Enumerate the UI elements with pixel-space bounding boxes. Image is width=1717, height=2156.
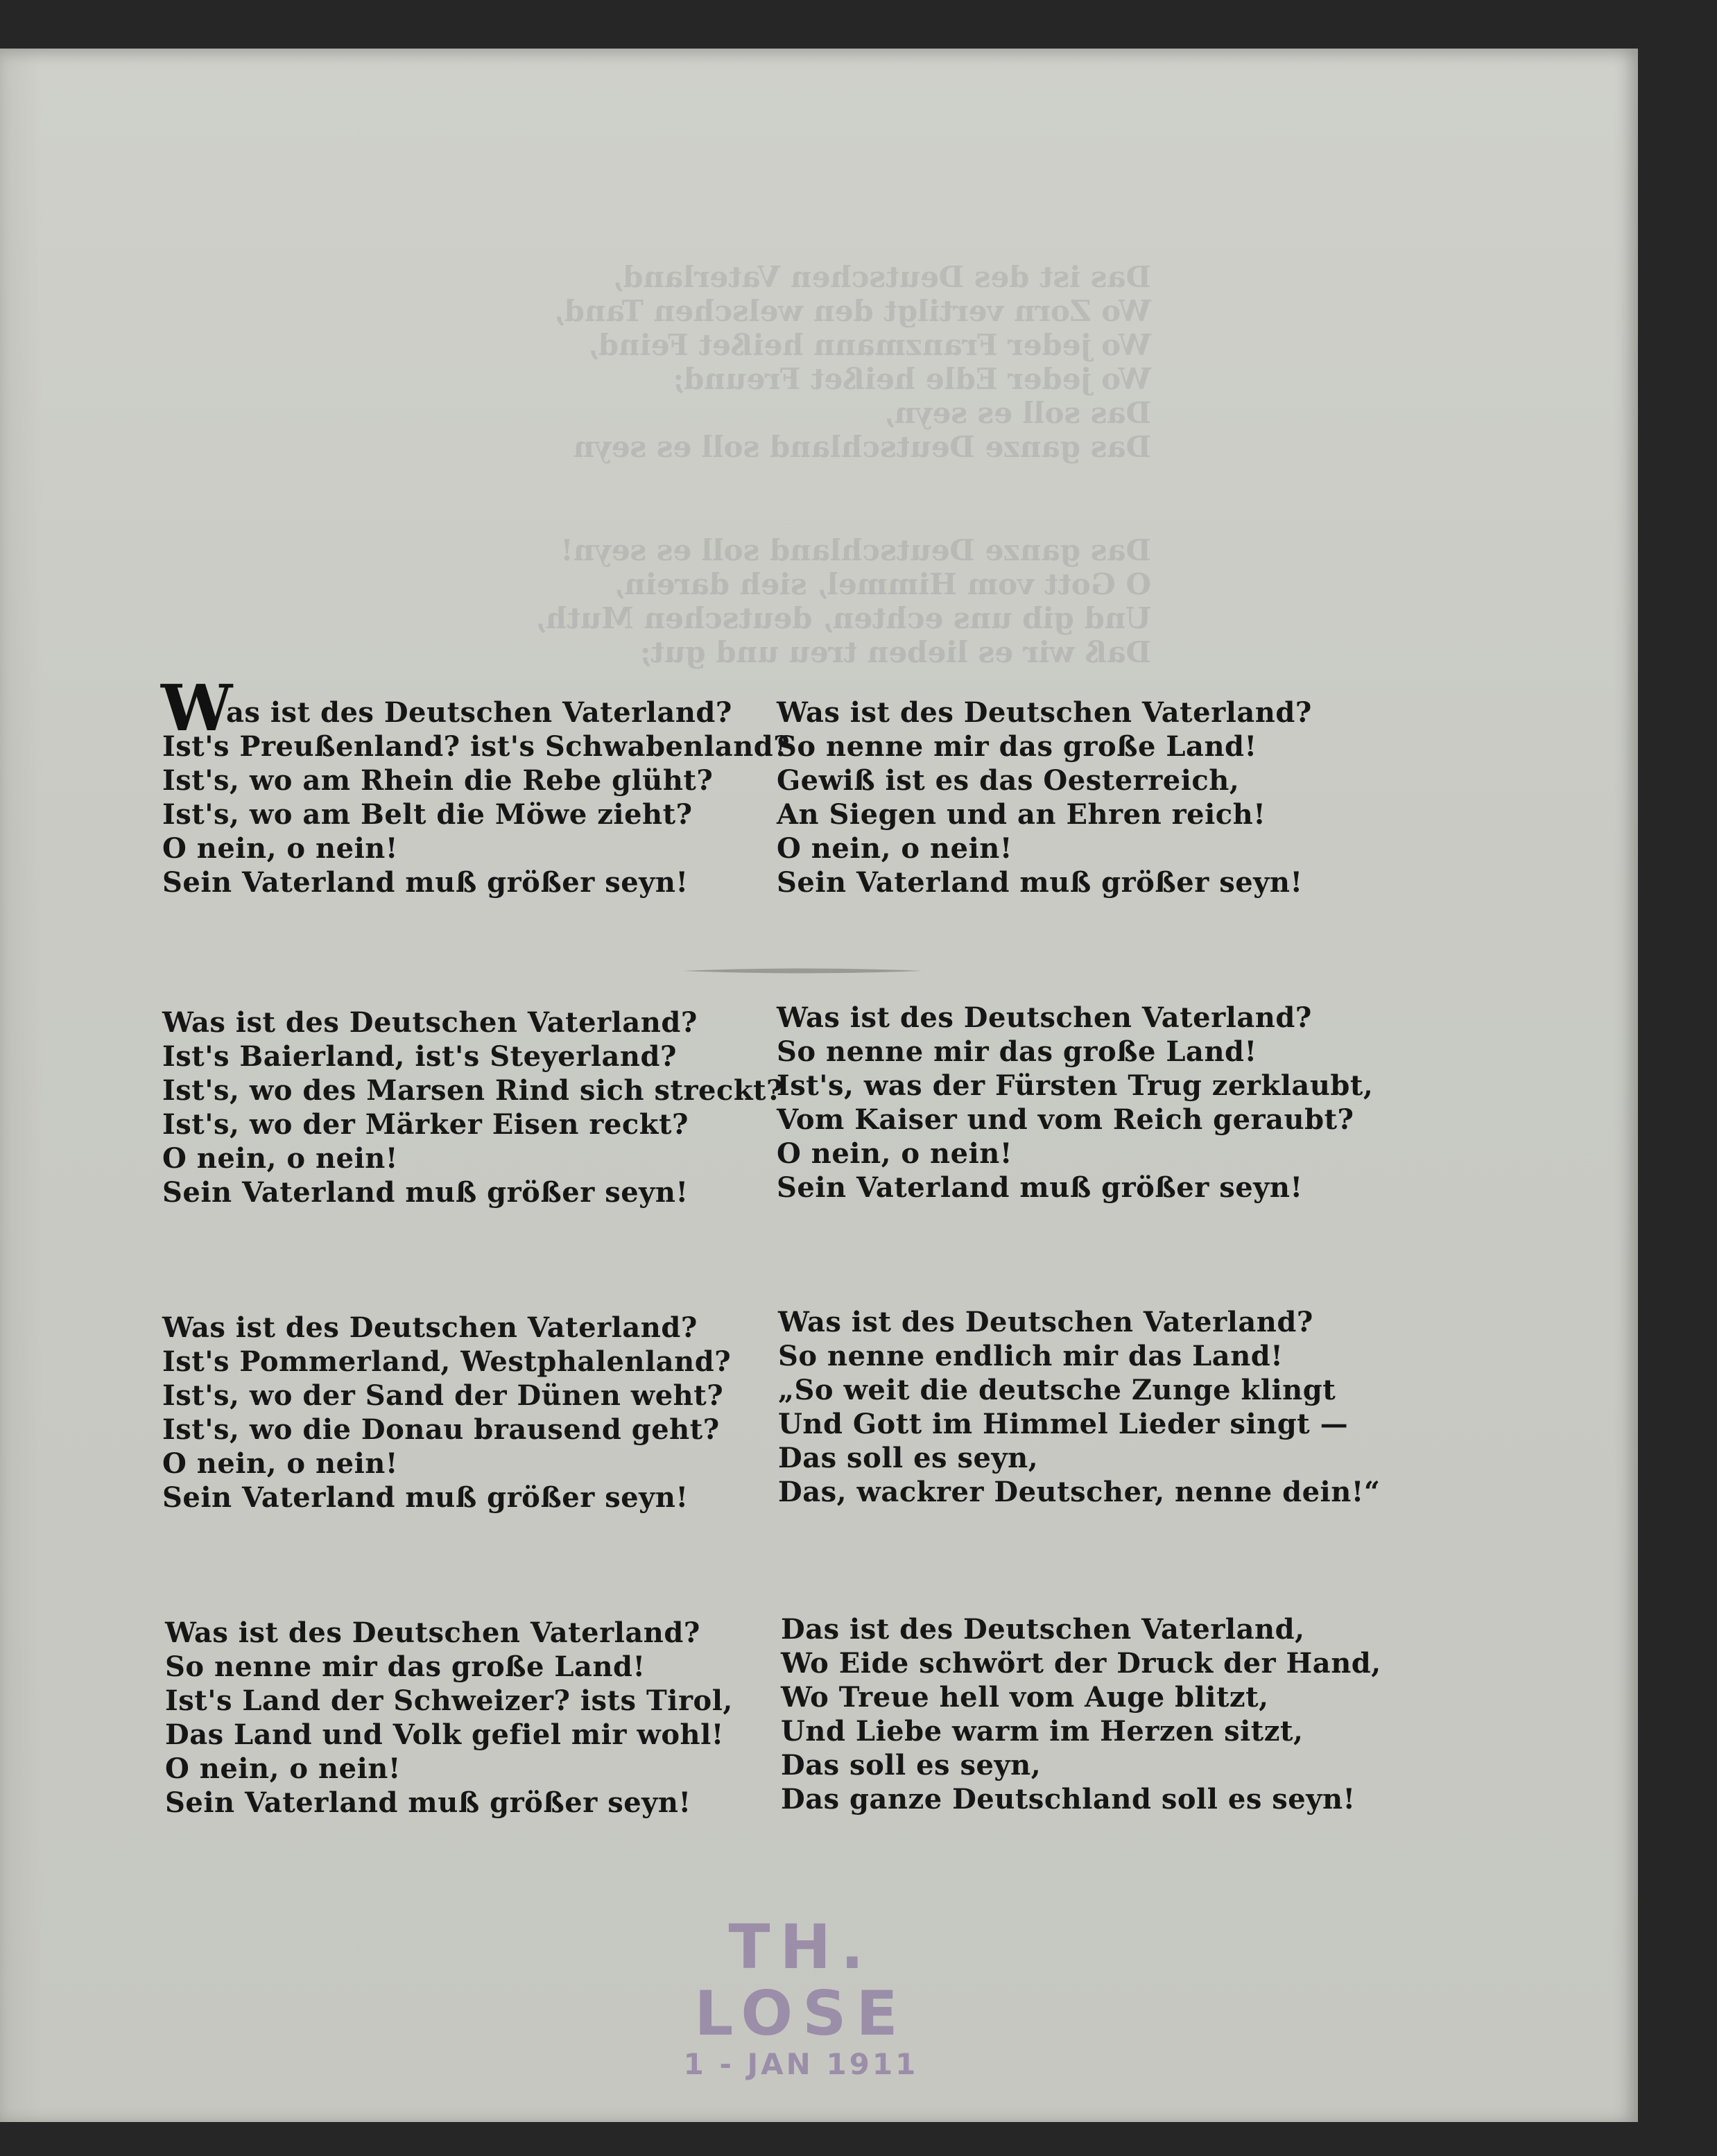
verse-line: Ist's Baierland, ist's Steyerland? — [162, 1040, 677, 1073]
verse-line: Ist's, wo die Donau brausend geht? — [162, 1413, 720, 1446]
show-through-line: Das ganze Deutschland soll es seyn — [573, 430, 1151, 464]
verse-line: Ist's Land der Schweizer? ists Tirol, — [165, 1684, 733, 1717]
show-through-line: Das ist des Deutschen Vaterland, — [612, 260, 1151, 294]
ornamental-divider — [683, 964, 922, 971]
verse-line: An Siegen und an Ehren reich! — [777, 798, 1266, 831]
verse-line: Ist's, was der Fürsten Trug zerklaubt, — [777, 1069, 1374, 1102]
verse-line: Sein Vaterland muß größer seyn! — [162, 1176, 689, 1209]
verse-line: Das soll es seyn, — [778, 1442, 1039, 1474]
verse-line: So nenne mir das große Land! — [777, 1035, 1257, 1068]
verse-line: Das soll es seyn, — [781, 1749, 1042, 1782]
stanza-2 — [777, 696, 1312, 899]
verse-line: Ist's, wo am Belt die Möwe zieht? — [162, 798, 693, 831]
verse-line: Wo Treue hell vom Auge blitzt, — [781, 1681, 1269, 1714]
stanza-5 — [162, 1311, 731, 1515]
verse-line: Sein Vaterland muß größer seyn! — [777, 1171, 1303, 1204]
show-through-line: Wo jeder Franzmann heißet Feind, — [588, 328, 1151, 362]
verse-line: O nein, o nein! — [777, 832, 1012, 865]
show-through-line: Wo jeder Edle heißet Freund; — [673, 362, 1151, 396]
verse-line: Das ist des Deutschen Vaterland, — [781, 1613, 1305, 1646]
stanza-3 — [162, 1006, 783, 1209]
verse-line: Das, wackrer Deutscher, nenne dein!“ — [778, 1476, 1381, 1508]
verse-line: Sein Vaterland muß größer seyn! — [165, 1786, 691, 1819]
stanza-8 — [781, 1612, 1381, 1816]
verse-line: O nein, o nein! — [162, 832, 398, 865]
verse-line: So nenne mir das große Land! — [777, 730, 1257, 763]
verse-line: Ist's, wo am Rhein die Rebe glüht? — [162, 764, 714, 797]
show-through-text — [535, 260, 1151, 669]
verse-line: O nein, o nein! — [777, 1137, 1012, 1170]
verse-line: Was ist des Deutschen Vaterland? — [778, 1306, 1313, 1338]
verse-line: Ist's, wo der Sand der Dünen weht? — [162, 1379, 724, 1412]
verse-line: Was ist des Deutschen Vaterland? — [162, 1006, 698, 1039]
verse-line: O nein, o nein! — [165, 1752, 401, 1785]
show-through-line: Daß wir es lieben treu und gut; — [639, 635, 1151, 669]
verse-line: Ist's Pommerland, Westphalenland? — [162, 1345, 732, 1378]
verse-line: Was ist des Deutschen Vaterland? — [162, 1311, 698, 1344]
show-through-line: Und gib uns echten, deutschen Muth, — [535, 601, 1151, 635]
verse-line: Ist's, wo des Marsen Rind sich streckt? — [162, 1074, 783, 1107]
verse-line: Was ist des Deutschen Vaterland? — [777, 696, 1312, 729]
verse-line: O nein, o nein! — [162, 1142, 398, 1175]
verse-line: Was ist des Deutschen Vaterland? — [777, 1001, 1312, 1034]
verse-line: Das ganze Deutschland soll es seyn! — [781, 1783, 1356, 1816]
verse-line: Sein Vaterland muß größer seyn! — [162, 1481, 689, 1514]
verse-line: as ist des Deutschen Vaterland? — [226, 696, 732, 729]
verse-line: Das Land und Volk gefiel mir wohl! — [165, 1718, 724, 1751]
verse-line: Was ist des Deutschen Vaterland? — [165, 1616, 700, 1649]
show-through-line: Wo Zorn vertilgt den welschen Tand, — [554, 294, 1151, 328]
stanza-1 — [162, 696, 791, 899]
verse-line: Ist's, wo der Märker Eisen reckt? — [162, 1108, 689, 1141]
verse-line: O nein, o nein! — [162, 1447, 398, 1480]
verse-line: „So weit die deutsche Zunge klingt — [778, 1374, 1336, 1406]
verse-line: So nenne endlich mir das Land! — [778, 1340, 1284, 1372]
stanza-7 — [165, 1616, 733, 1820]
verse-line: Vom Kaiser und vom Reich geraubt? — [777, 1103, 1354, 1136]
verse-line: Sein Vaterland muß größer seyn! — [777, 866, 1303, 899]
verse-line: Wo Eide schwört der Druck der Hand, — [781, 1647, 1381, 1680]
verse-line: Ist's Preußenland? ist's Schwabenland? — [162, 730, 791, 763]
verse-line: So nenne mir das große Land! — [165, 1650, 646, 1683]
verse-line: Und Liebe warm im Herzen sitzt, — [781, 1715, 1304, 1748]
verse-line: Sein Vaterland muß größer seyn! — [162, 866, 689, 899]
show-through-line: Das soll es seyn, — [883, 396, 1151, 430]
drop-cap: W — [161, 671, 233, 745]
show-through-line: O Gott vom Himmel, sieh darein, — [614, 567, 1151, 601]
stamp-date: 1 - JAN 1911 — [683, 2047, 919, 2081]
verse-line: Gewiß ist es das Oesterreich, — [777, 764, 1240, 797]
stamp-name: TH. LOSE — [694, 1911, 908, 2049]
library-stamp — [607, 1911, 995, 2081]
verse-line: Und Gott im Himmel Lieder singt — — [778, 1408, 1349, 1440]
show-through-line: Das ganze Deutschland soll es seyn! — [560, 533, 1151, 567]
stanza-4 — [777, 1001, 1373, 1205]
stanza-6 — [778, 1305, 1380, 1509]
